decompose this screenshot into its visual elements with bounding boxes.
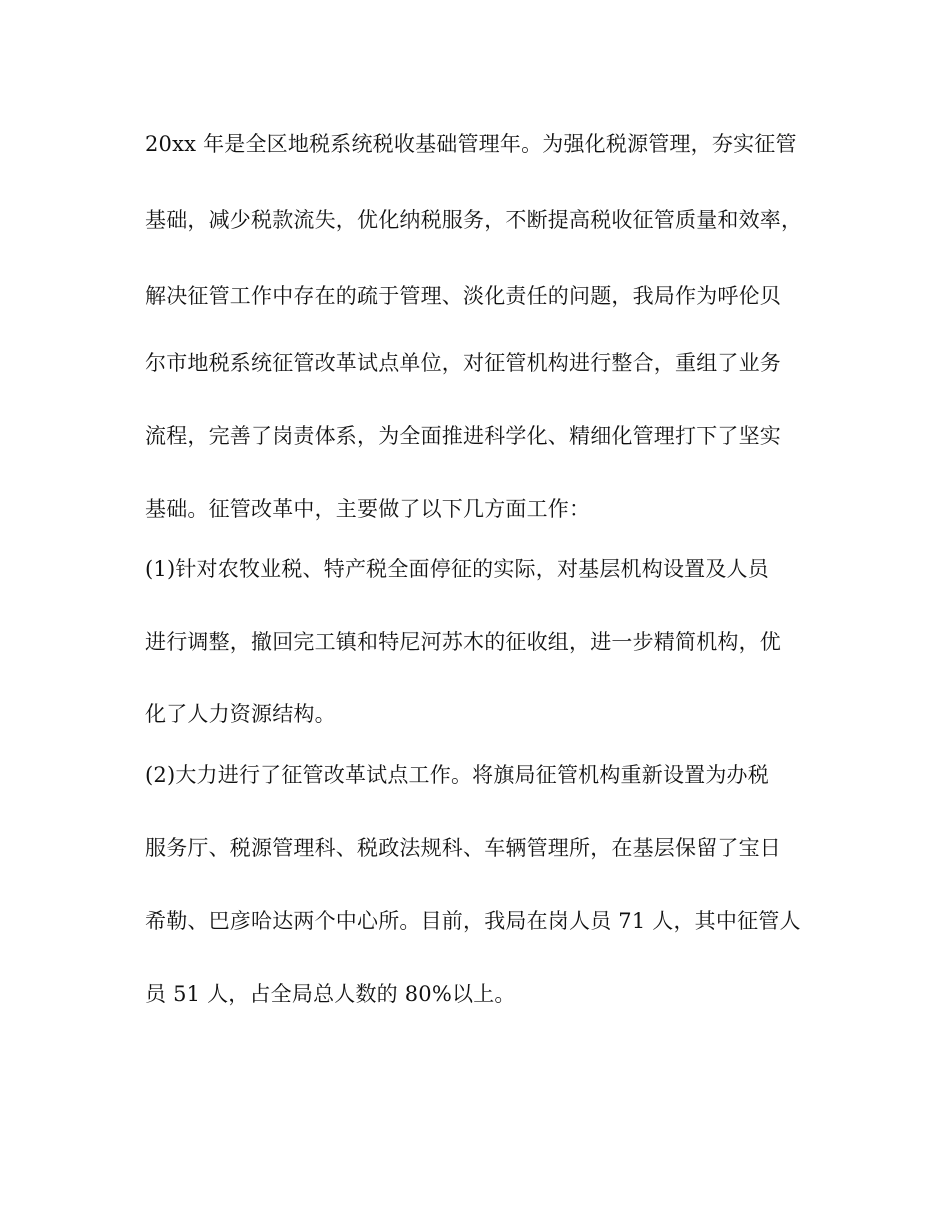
paragraph-3-line-2: 服务厅、税源管理科、税政法规科、车辆管理所，在基层保留了宝日	[145, 836, 781, 860]
paragraph-1-line-5: 流程，完善了岗责体系，为全面推进科学化、精细化管理打下了坚实	[145, 424, 781, 448]
paragraph-1-line-4: 尔市地税系统征管改革试点单位，对征管机构进行整合，重组了业务	[145, 351, 781, 375]
paragraph-3-line-1: (2)大力进行了征管改革试点工作。将旗局征管机构重新设置为办税	[145, 763, 769, 787]
paragraph-1-line-6: 基础。征管改革中，主要做了以下几方面工作：	[145, 497, 591, 521]
paragraph-3-line-3: 希勒、巴彦哈达两个中心所。目前，我局在岗人员 71 人，其中征管人	[145, 909, 801, 933]
paragraph-2-line-3: 化了人力资源结构。	[145, 702, 336, 726]
paragraph-1-line-3: 解决征管工作中存在的疏于管理、淡化责任的问题，我局作为呼伦贝	[145, 284, 781, 308]
paragraph-3-line-4: 员 51 人，占全局总人数的 80%以上。	[145, 982, 516, 1006]
paragraph-1-line-2: 基础，减少税款流失，优化纳税服务，不断提高税收征管质量和效率，	[145, 208, 803, 232]
paragraph-2-line-2: 进行调整，撤回完工镇和特尼河苏木的征收组，进一步精简机构，优	[145, 630, 781, 654]
paragraph-2-line-1: (1)针对农牧业税、特产税全面停征的实际，对基层机构设置及人员	[145, 557, 769, 581]
paragraph-1-line-1: 20xx 年是全区地税系统税收基础管理年。为强化税源管理，夯实征管	[145, 132, 797, 156]
